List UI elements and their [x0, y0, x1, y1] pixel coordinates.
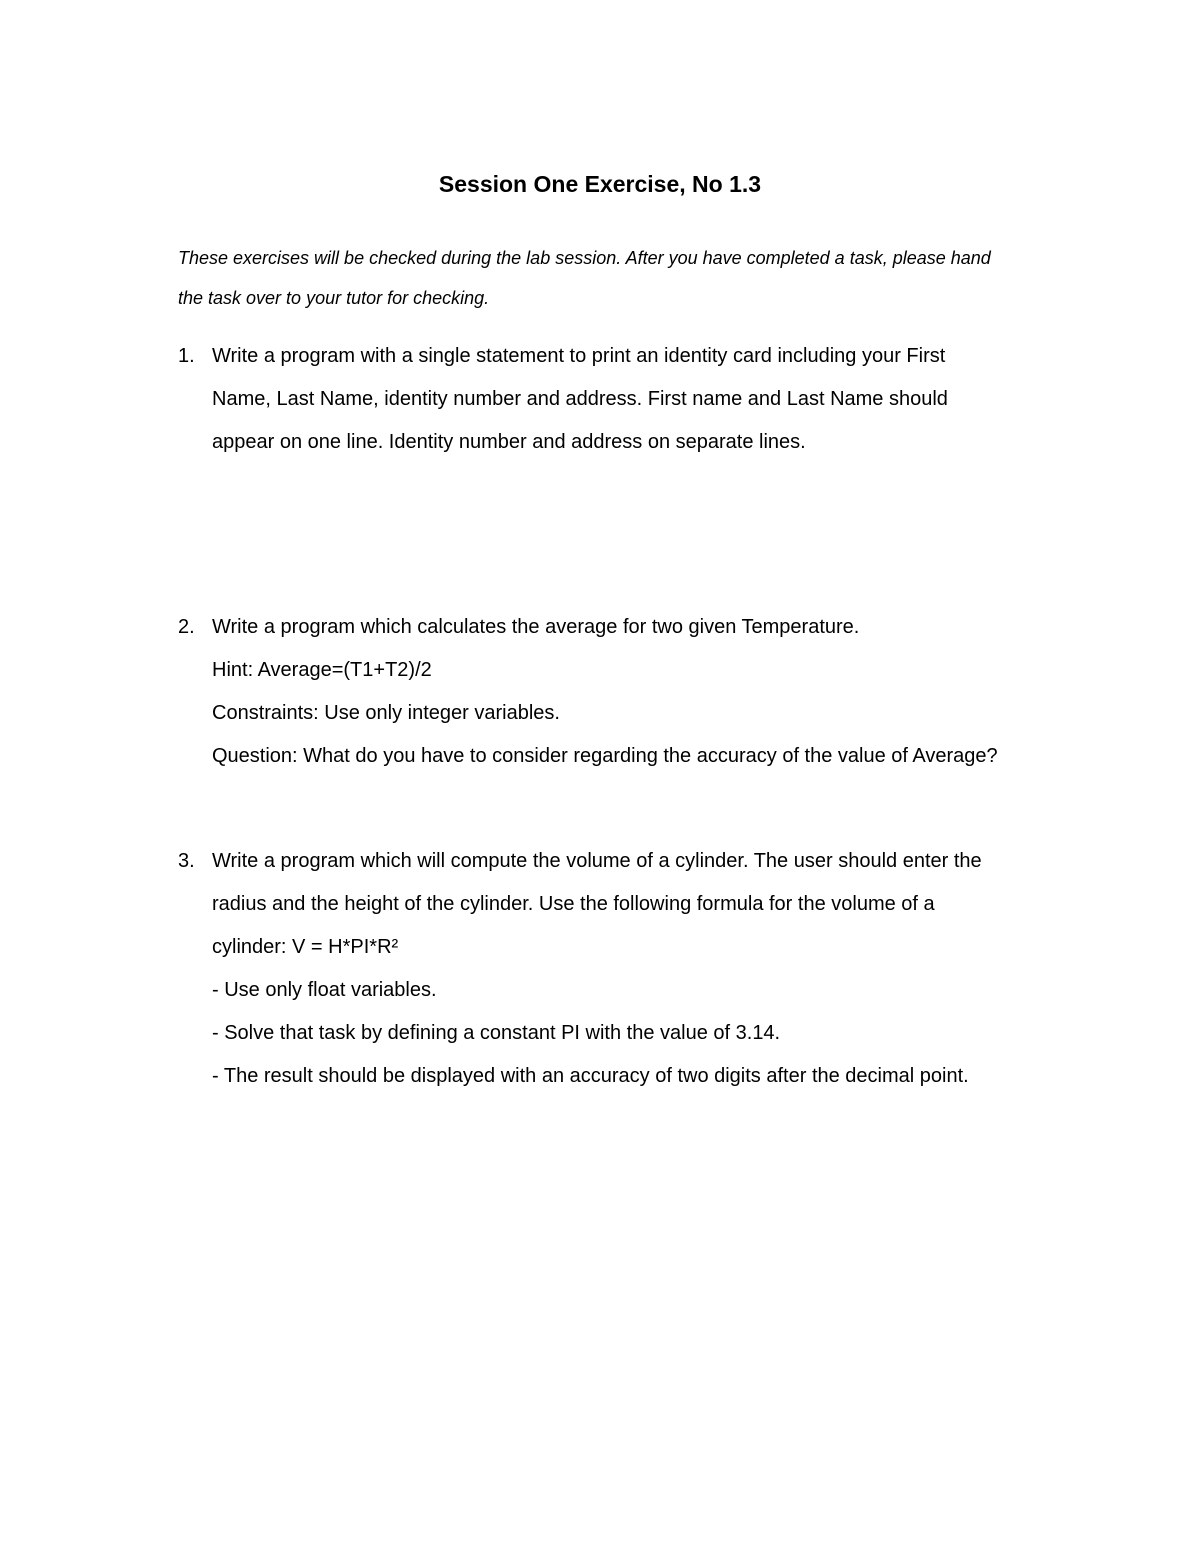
task-number: 2.: [178, 616, 195, 638]
requirement-line: - The result should be displayed with an accuracy of two digits after the decimal point.: [212, 1065, 969, 1087]
intro-line: the task over to your tutor for checking.: [178, 288, 490, 308]
constraints-line: Constraints: Use only integer variables.: [212, 702, 560, 724]
task-number: 3.: [178, 850, 195, 872]
task-line: appear on one line. Identity number and address on separate lines.: [212, 431, 806, 453]
question-line: Question: What do you have to consider regarding the accuracy of the value of Average?: [212, 745, 998, 767]
task-line: Write a program with a single statement to print an identity card including your First: [212, 345, 946, 367]
task-text: [212, 335, 1092, 464]
intro-paragraph: [178, 238, 1078, 318]
formula-line: cylinder: V = H*PI*R²: [212, 936, 399, 958]
task-number: 1.: [178, 345, 195, 367]
hint-line: Hint: Average=(T1+T2)/2: [212, 659, 432, 681]
task-line: Name, Last Name, identity number and address. First name and Last Name should: [212, 388, 948, 410]
task-text: [212, 606, 1092, 778]
task-line: radius and the height of the cylinder. Use the following formula for the volume of a: [212, 893, 935, 915]
task-line: Write a program which calculates the average for two given Temperature.: [212, 616, 860, 638]
task-text: [212, 840, 1092, 1098]
page-title: Session One Exercise, No 1.3: [438, 171, 762, 197]
requirement-line: - Use only float variables.: [212, 979, 437, 1001]
intro-line: These exercises will be checked during the lab session. After you have completed a task, please hand: [178, 248, 991, 268]
task-line: Write a program which will compute the volume of a cylinder. The user should enter the: [212, 850, 982, 872]
requirement-line: - Solve that task by defining a constant PI with the value of 3.14.: [212, 1022, 781, 1044]
